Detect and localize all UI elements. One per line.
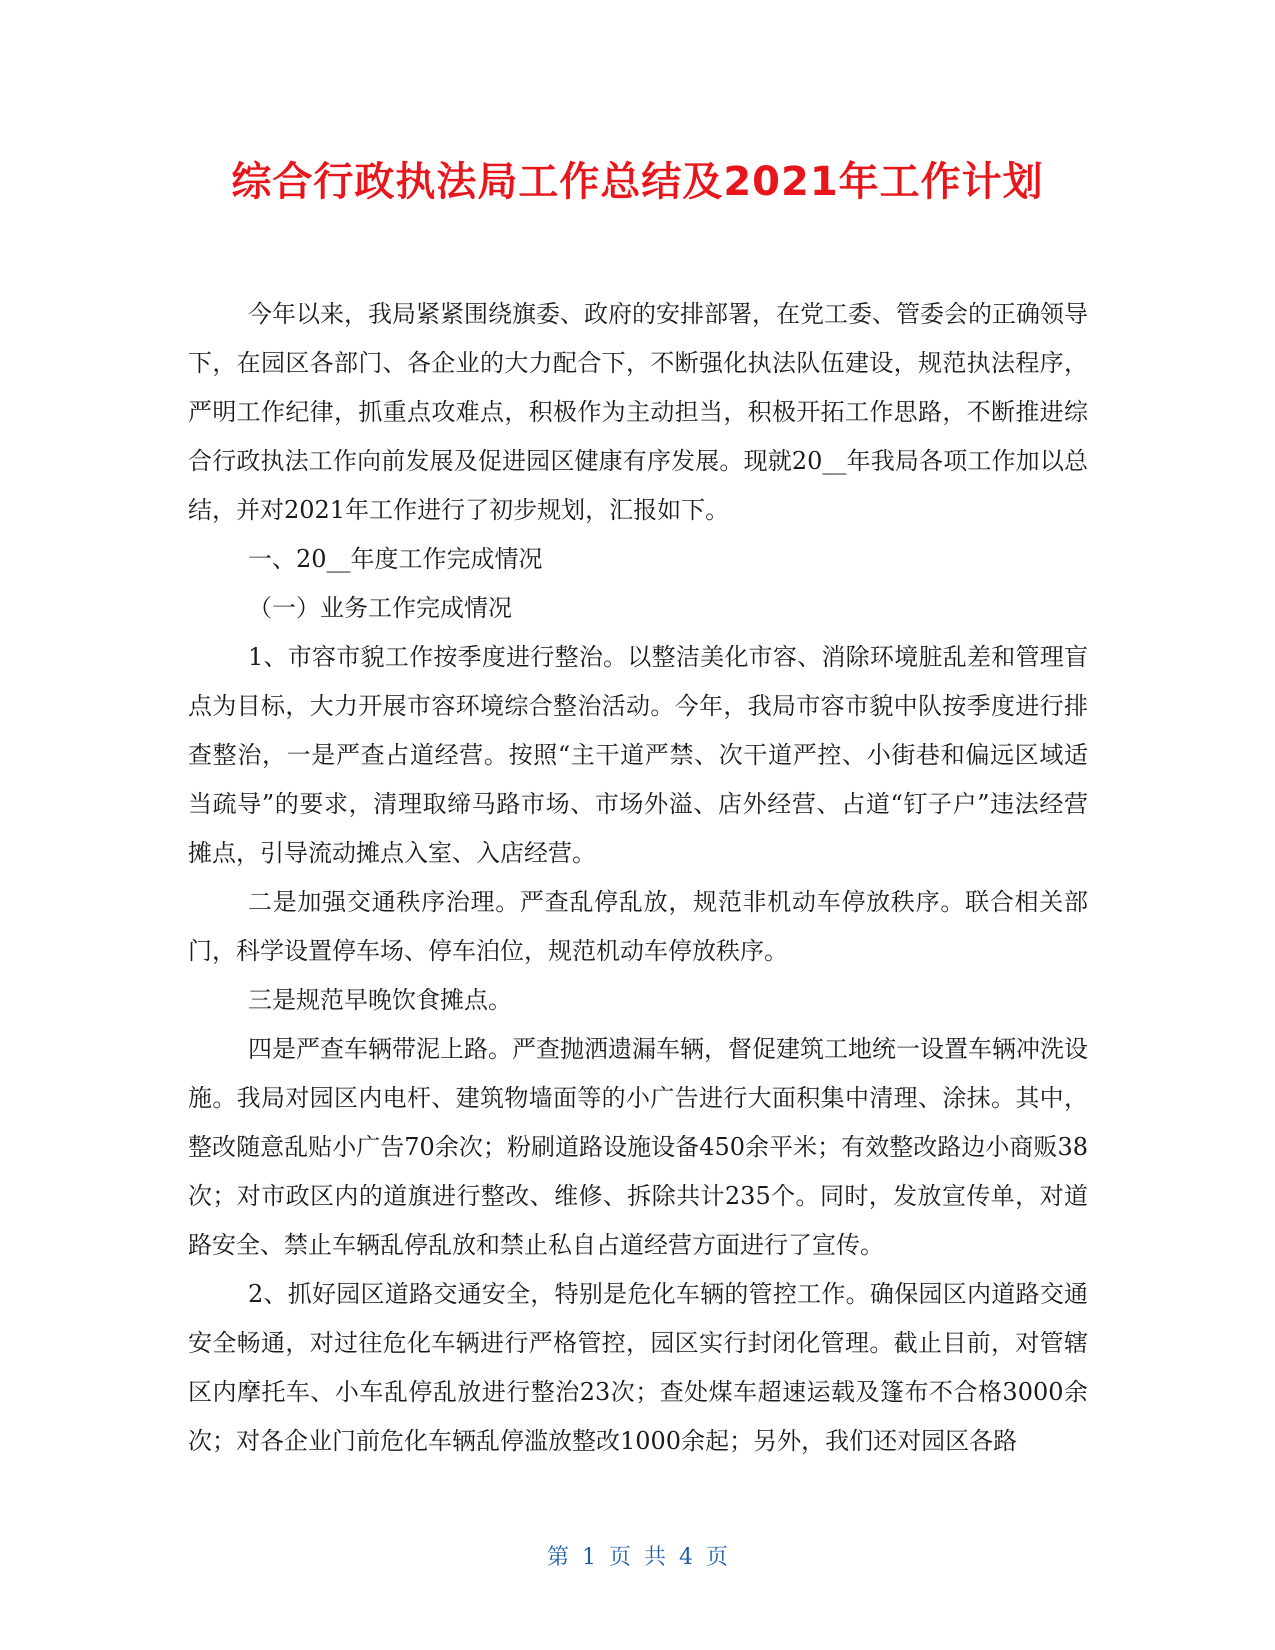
- paragraph-intro: 今年以来，我局紧紧围绕旗委、政府的安排部署，在党工委、管委会的正确领导下，在园区各部门、各企业的大力配合下，不断强化执法队伍建设，规范执法程序，严明工作纪律，抓重点攻难点，积极作为主动担当，积极开拓工作思路，不断推进综合行政执法工作向前发展及促进园区健康有序发展。现就20__年我局各项工作加以总结，并对2021年工作进行了初步规划，汇报如下。: [188, 300, 1088, 524]
- paragraph-traffic-order: 二是加强交通秩序治理。严查乱停乱放，规范非机动车停放秩序。联合相关部门，科学设置停车场、停车泊位，规范机动车停放秩序。: [188, 888, 1088, 965]
- paragraph-vehicle-mud: 四是严查车辆带泥上路。严查抛洒遗漏车辆，督促建筑工地统一设置车辆冲洗设施。我局对园区内电杆、建筑物墙面等的小广告进行大面积集中清理、涂抹。其中，整改随意乱贴小广告70余次；粉刷道路设施设备450余平米；有效整改路边小商贩38次；对市政区内的道旗进行整改、维修、拆除共计235个。同时，发放宣传单，对道路安全、禁止车辆乱停乱放和禁止私自占道经营方面进行了宣传。: [188, 1035, 1088, 1259]
- paragraph-item-1: 1、市容市貌工作按季度进行整治。以整洁美化市容、消除环境脏乱差和管理盲点为目标，大力开展市容环境综合整治活动。今年，我局市容市貌中队按季度进行排查整治，一是严查占道经营。按照“主干道严禁、次干道严控、小街巷和偏远区域适当疏导”的要求，清理取缔马路市场、市场外溢、店外经营、占道“钉子户”违法经营摊点，引导流动摊点入室、入店经营。: [188, 643, 1088, 867]
- paragraph-food-stalls: 三是规范早晚饮食摊点。: [248, 986, 512, 1014]
- document-title: 综合行政执法局工作总结及2021年工作计划: [231, 159, 1044, 205]
- document-body: [188, 290, 1088, 1466]
- heading-subsection-1: （一）业务工作完成情况: [248, 594, 512, 622]
- page-indicator: 第 1 页 共 4 页: [547, 1545, 728, 1570]
- heading-section-1: 一、20__年度工作完成情况: [248, 545, 543, 573]
- paragraph-item-2: 2、抓好园区道路交通安全，特别是危化车辆的管控工作。确保园区内道路交通安全畅通，对过往危化车辆进行严格管控，园区实行封闭化管理。截止目前，对管辖区内摩托车、小车乱停乱放进行整治23次；查处煤车超速运载及篷布不合格3000余次；对各企业门前危化车辆乱停滥放整改1000余起；另外，我们还对园区各路: [188, 1280, 1088, 1455]
